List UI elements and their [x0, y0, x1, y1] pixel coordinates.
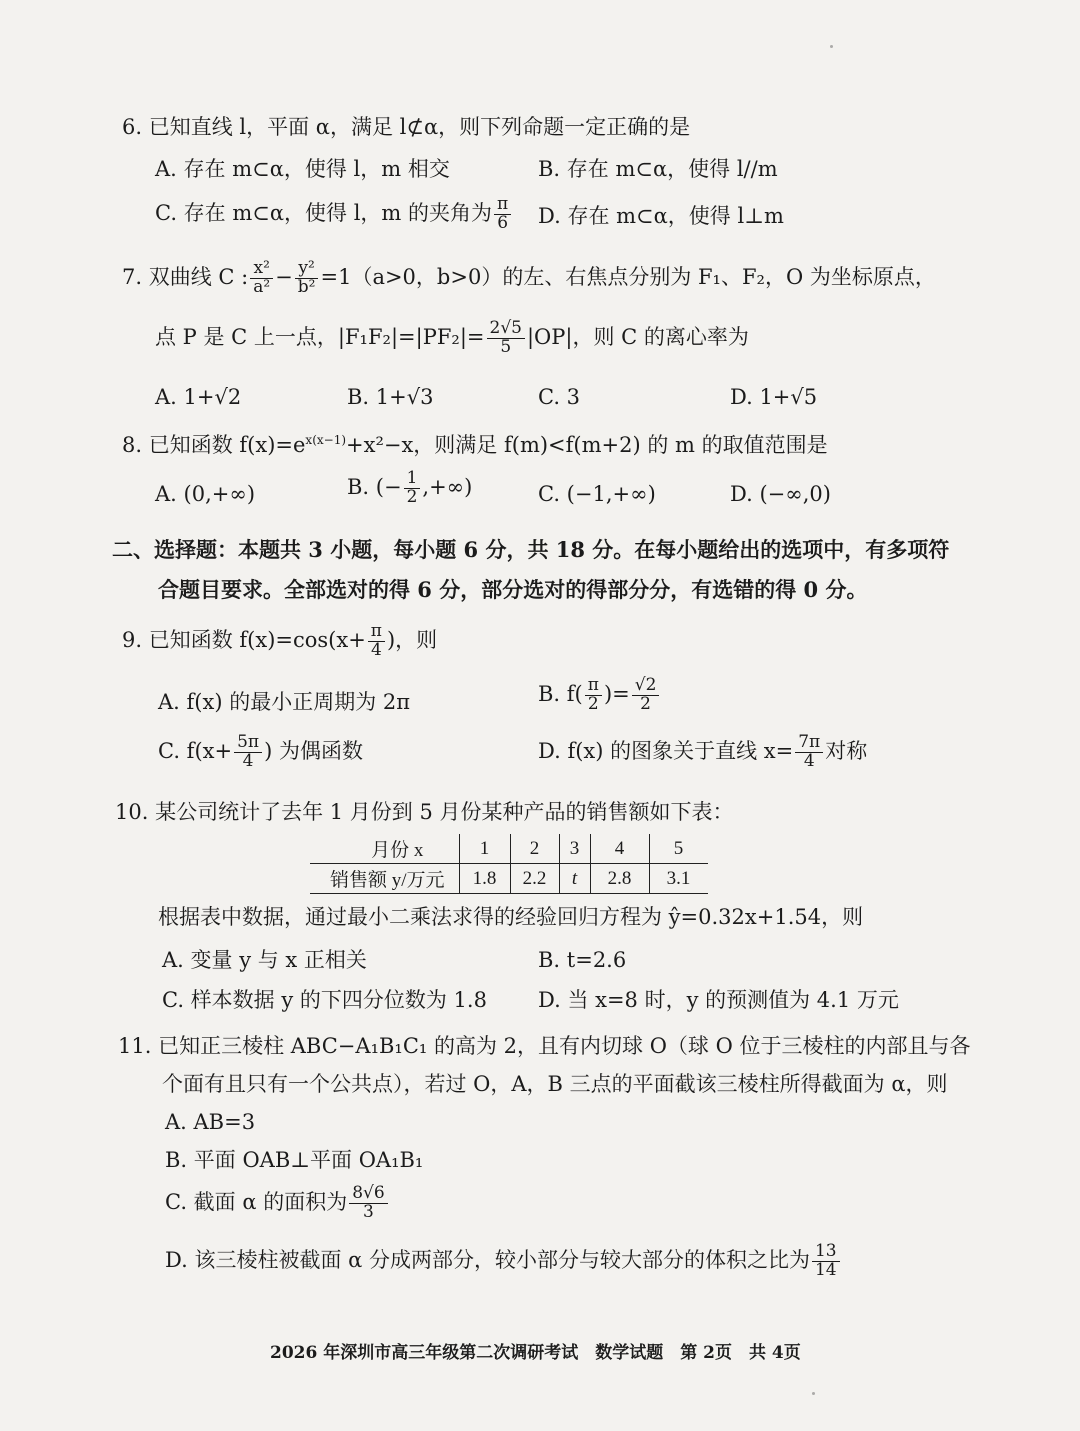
q9-option-c: C. f(x+ $\frac{5\pi}{4}$ ) 为偶函数 — [158, 732, 363, 771]
fraction: $\frac{1}{2}$ — [404, 470, 421, 507]
q11-line1: 11. 已知正三棱柱 ABC−A₁B₁C₁ 的高为 2，且有内切球 O（球 O 位于三棱柱的内部且与各 — [118, 1034, 971, 1058]
q8-option-a: A. (0,+∞) — [155, 482, 256, 506]
q10-option-a: A. 变量 y 与 x 正相关 — [162, 948, 367, 972]
q7-line2: 点 P 是 C 上一点，|F₁F₂|=|PF₂|= $\frac{2√5}{5}$ |OP|，则 C 的离心率为 — [155, 318, 749, 357]
q8-option-d: D. (−∞,0) — [730, 482, 831, 506]
fraction: $\frac{√2}{2}$ — [632, 677, 660, 714]
fraction: $\frac{\pi}{2}$ — [585, 677, 602, 714]
q6-stem: 6. 已知直线 l，平面 α，满足 l⊄α，则下列命题一定正确的是 — [122, 115, 691, 139]
scan-speck — [812, 1392, 815, 1395]
section2-heading-line1: 二、选择题：本题共 3 小题，每小题 6 分，共 18 分。在每小题给出的选项中，有多项符 — [112, 537, 950, 562]
q6-option-a: A. 存在 m⊂α，使得 l，m 相交 — [155, 157, 450, 181]
q7-option-c: C. 3 — [538, 385, 581, 409]
q10-stem: 10. 某公司统计了去年 1 月份到 5 月份某种产品的销售额如下表： — [115, 800, 734, 824]
q6-option-d: D. 存在 m⊂α，使得 l⊥m — [538, 204, 784, 228]
fraction: $\frac{\pi}{6}$ — [494, 196, 511, 233]
q9-option-b: B. f( $\frac{\pi}{2}$ )= $\frac{√2}{2}$ — [538, 677, 661, 714]
q10-option-b: B. t=2.6 — [538, 948, 627, 972]
fraction: $\frac{2√5}{5}$ — [487, 320, 525, 357]
section2-heading-line2: 合题目要求。全部选对的得 6 分，部分选对的得部分分，有选错的得 0 分。 — [158, 577, 868, 602]
table-row: 销售额 y/万元 1.8 2.2 t 2.8 3.1 — [310, 864, 708, 894]
q11-line2: 个面有且只有一个公共点），若过 O，A，B 三点的平面截该三棱柱所得截面为 α，则 — [162, 1072, 948, 1096]
q11-option-d: D. 该三棱柱被截面 α 分成两部分，较小部分与较大部分的体积之比为 $\frac{13}{14}$ — [165, 1243, 842, 1280]
fraction: $\frac{7\pi}{4}$ — [795, 734, 823, 771]
q7-option-b: B. 1+√3 — [347, 385, 434, 409]
q8-option-b: B. (− $\frac{1}{2}$ ,+∞) — [347, 468, 473, 507]
q10-option-c: C. 样本数据 y 的下四分位数为 1.8 — [162, 988, 487, 1012]
q10-option-d: D. 当 x=8 时，y 的预测值为 4.1 万元 — [538, 988, 899, 1012]
q8-option-c: C. (−1,+∞) — [538, 482, 656, 506]
fraction: $\frac{13}{14}$ — [812, 1243, 840, 1280]
fraction: $\frac{\text{y²}}{\text{b²}}$ — [295, 260, 319, 297]
sales-table — [310, 834, 708, 894]
q11-option-a: A. AB=3 — [165, 1110, 256, 1134]
q8-stem: 8. 已知函数 $f(x)=e^{x(x-1)}+x^2-x$，则满足 f(m)<f(m+2) 的 m 的取值范围是 — [122, 433, 828, 457]
q7-option-d: D. 1+√5 — [730, 385, 818, 409]
fraction: $\frac{\pi}{4}$ — [368, 623, 385, 660]
q10-note: 根据表中数据，通过最小二乘法求得的经验回归方程为 ŷ=0.32x+1.54，则 — [158, 905, 864, 929]
q7-option-a: A. 1+√2 — [155, 385, 242, 409]
q9-option-a: A. f(x) 的最小正周期为 2π — [158, 690, 411, 714]
q7-stem: 7. 双曲线 C : $\frac{\text{x²}}{\text{a²}}$ − $\frac{\text{y²}}{\text{b²}}$ =1（a>0，b>0）的左、右焦点分别为 F₁、F₂，O 为坐标原点， — [122, 258, 936, 297]
q11-option-c: C. 截面 α 的面积为 $\frac{8√6}{3}$ — [165, 1185, 390, 1222]
fraction: $\frac{\text{x²}}{\text{a²}}$ — [250, 260, 273, 297]
scan-speck — [830, 45, 833, 48]
q6-option-b: B. 存在 m⊂α，使得 l//m — [538, 157, 778, 181]
q9-option-d: D. f(x) 的图象关于直线 x= $\frac{7\pi}{4}$ 对称 — [538, 732, 868, 771]
q9-stem: 9. 已知函数 f(x)=cos(x+ $\frac{\pi}{4}$ )，则 — [122, 621, 438, 660]
table-row: 月份 x 1 2 3 4 5 — [310, 834, 708, 864]
q6-option-c: C. 存在 m⊂α，使得 l，m 的夹角为 $\frac{\pi}{6}$ — [155, 196, 513, 233]
fraction: $\frac{8√6}{3}$ — [349, 1185, 387, 1222]
page-footer: 2026 年深圳市高三年级第二次调研考试 数学试题 第 2页 共 4页 — [270, 1343, 801, 1363]
q11-option-b: B. 平面 OAB⊥平面 OA₁B₁ — [165, 1148, 424, 1172]
fraction: $\frac{5\pi}{4}$ — [234, 734, 262, 771]
